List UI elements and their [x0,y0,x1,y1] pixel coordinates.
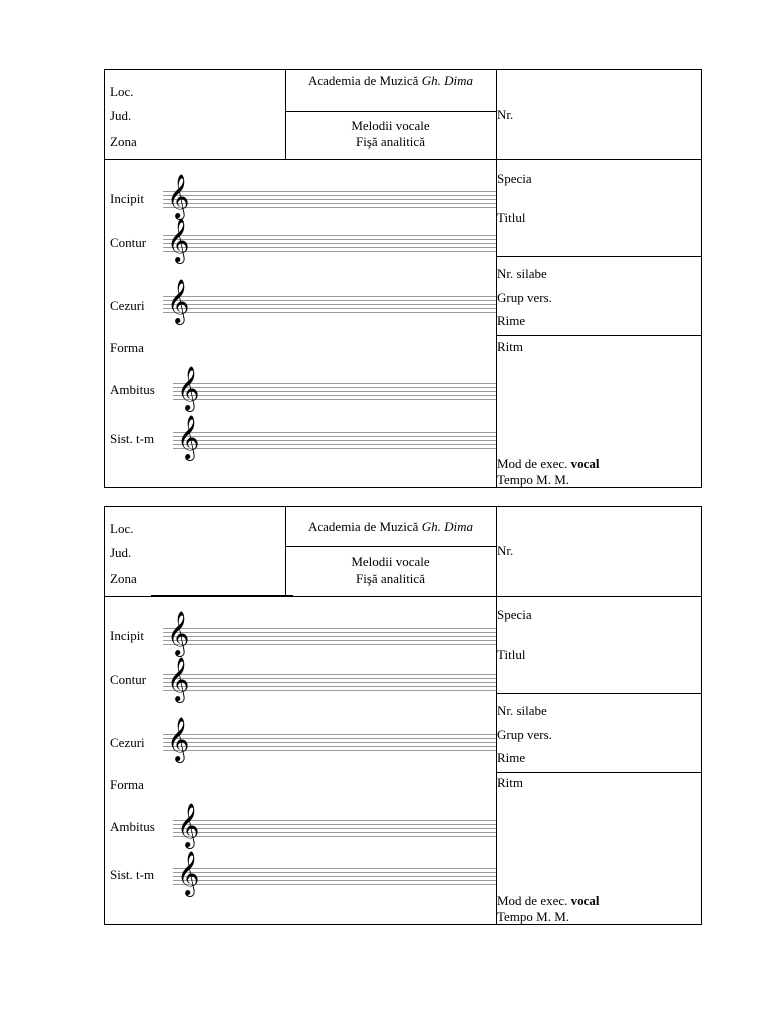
mod-exec-value: vocal [570,456,600,471]
mod-exec-line [497,893,600,908]
divider [285,546,496,547]
ambitus-staff[interactable] [173,366,496,410]
ritm-label: Ritm [497,339,524,354]
analysis-card-2 [104,506,702,925]
nr-label: Nr. [497,543,514,558]
rime-label: Rime [497,750,526,765]
divider [496,693,702,694]
contur-staff[interactable] [163,218,496,262]
sist-label: Sist. t-m [110,431,155,446]
ambitus-label: Ambitus [110,819,155,834]
divider [105,596,702,597]
institution-name [285,73,496,88]
nr-label: Nr. [497,107,514,122]
treble-clef-icon: 𝄞 [167,611,190,655]
divider [496,772,702,773]
treble-clef-icon: 𝄞 [167,717,190,761]
incipit-label: Incipit [110,628,144,643]
ambitus-staff[interactable] [173,803,496,847]
titlul-label: Titlul [497,210,526,225]
ambitus-label: Ambitus [110,382,155,397]
divider [285,111,496,112]
loc-label: Loc. [110,521,134,536]
institution-prefix: Academia de Muzică [308,519,419,534]
mod-exec-label: Mod de exec. [497,893,568,908]
sist-staff[interactable] [173,415,496,459]
institution-name-italic: Gh. Dima [421,73,473,88]
forma-label: Forma [110,340,144,355]
sist-label: Sist. t-m [110,867,155,882]
incipit-staff[interactable] [163,174,496,218]
form-title-line2: Fişă analitică [356,134,425,149]
treble-clef-icon: 𝄞 [167,657,190,701]
treble-clef-icon: 𝄞 [167,279,190,323]
specia-label: Specia [497,607,532,622]
contur-label: Contur [110,672,147,687]
sist-staff[interactable] [173,851,496,895]
divider [496,335,702,336]
divider [105,159,702,160]
tempo-label: Tempo M. M. [497,472,570,487]
form-title-line2: Fişă analitică [356,571,425,586]
incipit-label: Incipit [110,191,144,206]
specia-label: Specia [497,171,532,186]
cezuri-label: Cezuri [110,735,145,750]
treble-clef-icon: 𝄞 [177,851,200,895]
grup-vers-label: Grup vers. [497,290,552,305]
contur-staff[interactable] [163,657,496,701]
institution-name [285,519,496,534]
titlul-label: Titlul [497,647,526,662]
grup-vers-label: Grup vers. [497,727,552,742]
zona-label: Zona [110,134,137,149]
incipit-staff[interactable] [163,611,496,655]
mod-exec-value: vocal [570,893,600,908]
zona-label: Zona [110,571,137,586]
divider [496,256,702,257]
rime-label: Rime [497,313,526,328]
tempo-label: Tempo M. M. [497,909,570,924]
loc-label: Loc. [110,84,134,99]
cezuri-staff[interactable] [163,279,496,323]
cezuri-staff[interactable] [163,717,496,761]
mod-exec-label: Mod de exec. [497,456,568,471]
treble-clef-icon: 𝄞 [177,803,200,847]
form-title-line1: Melodii vocale [351,554,430,569]
cezuri-label: Cezuri [110,298,145,313]
mod-exec-line [497,456,600,471]
treble-clef-icon: 𝄞 [177,415,200,459]
ritm-label: Ritm [497,775,524,790]
institution-name-italic: Gh. Dima [421,519,473,534]
institution-prefix: Academia de Muzică [308,73,419,88]
treble-clef-icon: 𝄞 [167,218,190,262]
forma-label: Forma [110,777,144,792]
jud-label: Jud. [110,108,132,123]
treble-clef-icon: 𝄞 [167,174,190,218]
form-title-line1: Melodii vocale [351,118,430,133]
jud-label: Jud. [110,545,132,560]
contur-label: Contur [110,235,147,250]
analysis-card-1 [104,69,702,488]
treble-clef-icon: 𝄞 [177,366,200,410]
nr-silabe-label: Nr. silabe [497,266,547,281]
nr-silabe-label: Nr. silabe [497,703,547,718]
